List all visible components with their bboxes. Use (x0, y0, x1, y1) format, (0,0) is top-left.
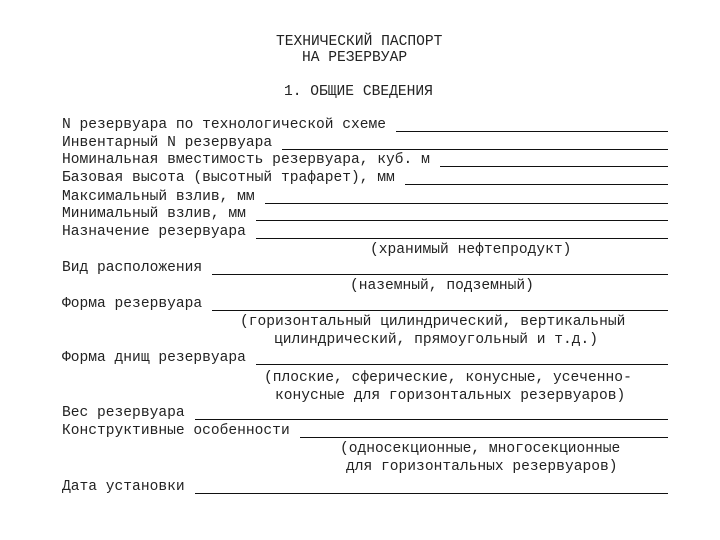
fill-line[interactable] (212, 274, 668, 275)
section-heading: 1. ОБЩИЕ СВЕДЕНИЯ (284, 84, 433, 100)
field-hint: цилиндрический, прямоугольный и т.д.) (274, 332, 599, 348)
fill-line[interactable] (195, 419, 668, 420)
field-purpose (62, 224, 668, 240)
field-label: Дата установки (62, 479, 185, 495)
field-bottom-shape (62, 350, 668, 366)
field-label: Назначение резервуара (62, 224, 246, 240)
field-design-features (62, 423, 668, 439)
document-subtitle: НА РЕЗЕРВУАР (302, 50, 408, 66)
fill-line[interactable] (405, 184, 668, 185)
field-install-date (62, 479, 668, 495)
field-hint: (горизонтальный цилиндрический, вертикальный (240, 314, 626, 330)
field-hint: (хранимый нефтепродукт) (370, 242, 572, 258)
field-label: Минимальный взлив, мм (62, 206, 246, 222)
field-tank-shape (62, 296, 668, 312)
field-hint: (наземный, подземный) (350, 278, 534, 294)
fill-line[interactable] (440, 166, 668, 167)
field-label: Форма резервуара (62, 296, 203, 312)
fill-line[interactable] (282, 149, 668, 150)
fill-line[interactable] (212, 310, 668, 311)
field-hint: (односекционные, многосекционные (340, 441, 621, 457)
fill-line[interactable] (396, 131, 668, 132)
field-max-level (62, 189, 668, 205)
field-label: Номинальная вместимость резервуара, куб. м (62, 152, 430, 168)
fill-line[interactable] (300, 437, 668, 438)
fill-line[interactable] (256, 364, 668, 365)
field-label: Инвентарный N резервуара (62, 135, 273, 151)
field-hint: для горизонтальных резервуаров) (346, 459, 618, 475)
field-label: Вес резервуара (62, 405, 185, 421)
field-min-level (62, 206, 668, 222)
field-hint: (плоские, сферические, конусные, усеченно- (264, 370, 632, 386)
document-title: ТЕХНИЧЕСКИЙ ПАСПОРТ (276, 34, 443, 50)
field-label: Вид расположения (62, 260, 203, 276)
field-label: Конструктивные особенности (62, 423, 290, 439)
field-tech-scheme-number (62, 117, 668, 133)
field-label: N резервуара по технологической схеме (62, 117, 387, 133)
field-label: Базовая высота (высотный трафарет), мм (62, 170, 395, 186)
field-tank-weight (62, 405, 668, 421)
fill-line[interactable] (265, 203, 668, 204)
fill-line[interactable] (256, 238, 668, 239)
field-base-height (62, 170, 668, 186)
fill-line[interactable] (256, 220, 668, 221)
field-nominal-capacity (62, 152, 668, 168)
fill-line[interactable] (195, 493, 668, 494)
field-inventory-number (62, 135, 668, 151)
field-placement (62, 260, 668, 276)
field-label: Максимальный взлив, мм (62, 189, 255, 205)
field-hint: конусные для горизонтальных резервуаров) (275, 388, 626, 404)
field-label: Форма днищ резервуара (62, 350, 246, 366)
